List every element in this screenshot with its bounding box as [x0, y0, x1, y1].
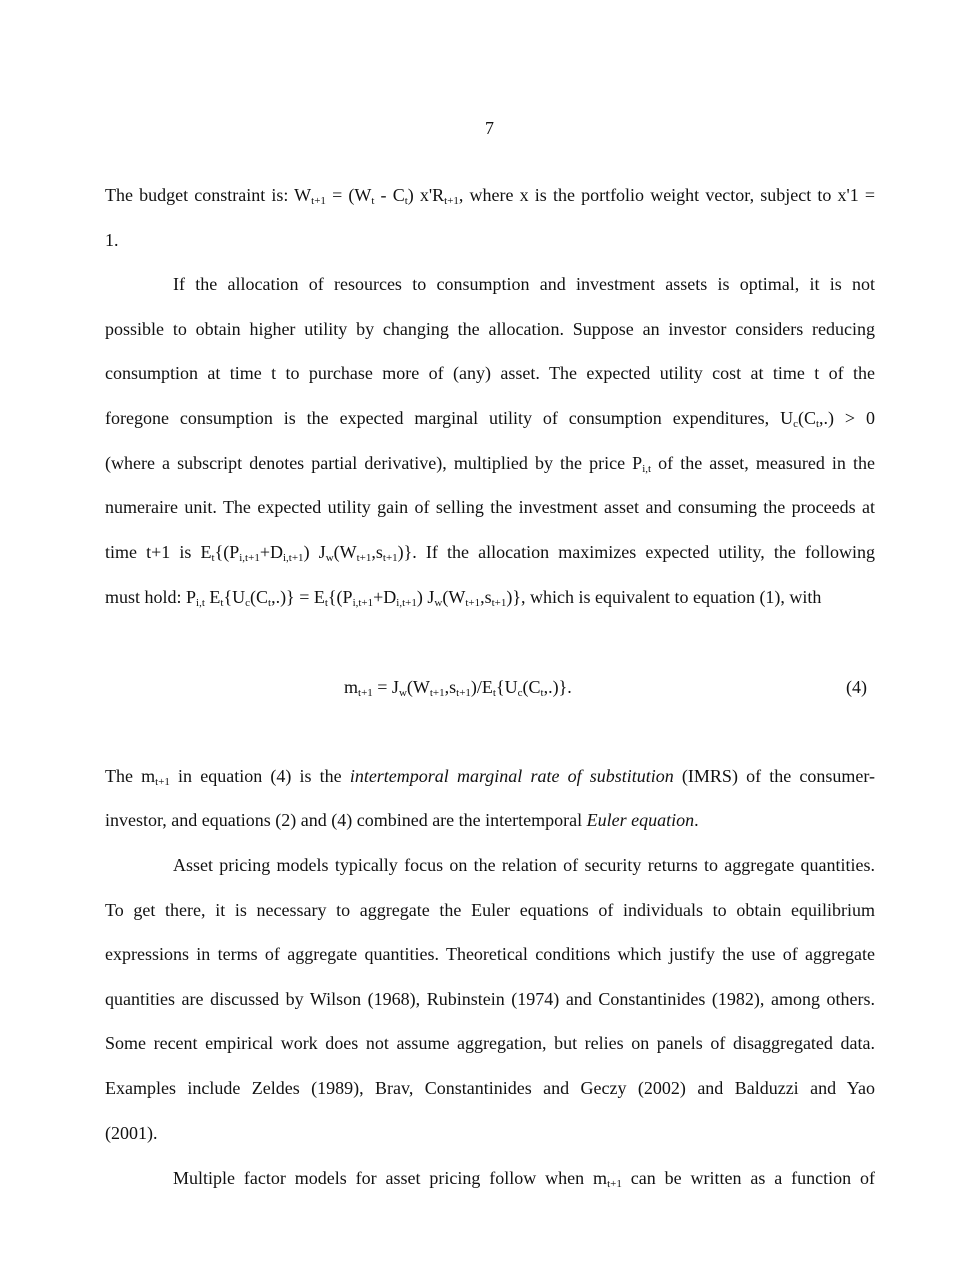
para4-line-4: quantities are discussed by Wilson (1968), Rubinstein (1974) and Constantinides (1982), among others.	[105, 989, 875, 1009]
equation-4: $m_{t+1} = J_w(W_{t+1},s_{t+1})/E_t\{U_c(C_t,.)\}$.	[344, 677, 572, 699]
euler-term: Euler equation	[586, 810, 695, 830]
para4-line-6: Examples include Zeldes (1989), Brav, Constantinides and Geczy (2002) and Balduzzi and Yao	[105, 1078, 875, 1098]
para4-line-2: To get there, it is necessary to aggregate the Euler equations of individuals to obtain equilibrium	[105, 900, 875, 920]
para2-line-2: possible to obtain higher utility by changing the allocation. Suppose an investor considers reducing	[105, 319, 875, 339]
budget-constraint-line-2: 1.	[105, 230, 119, 250]
para2-line-6: numeraire unit. The expected utility gain of selling the investment asset and consuming the proceeds at	[105, 497, 875, 517]
para2-line-4: foregone consumption is the expected marginal utility of consumption expenditures, $U_c(C_t,.) > 0$	[105, 408, 875, 430]
para5-line-1: Multiple factor models for asset pricing follow when $m_{t+1}$ can be written as a function of	[173, 1168, 875, 1190]
equation-number: (4)	[846, 677, 867, 697]
para2-line-7: time t+1 is $E_t\{(P_{i,t+1}+D_{i,t+1})$ $J_w(W_{t+1},s_{t+1})$}. If the allocation maximizes expected utility, the following	[105, 542, 876, 564]
budget-constraint-line-1: The budget constraint is: $W_{t+1} = (W_t - C_t)$ $x'R_{t+1}$, where x is the portfolio weight vector, subject to x'1 =	[105, 185, 876, 207]
para4-line-7: (2001).	[105, 1123, 158, 1143]
para3-line-1: The $m_{t+1}$ in equation (4) is the intertemporal marginal rate of substitution (IMRS) of the consumer-	[105, 766, 875, 788]
para2-line-5: (where a subscript denotes partial derivative), multiplied by the price $P_{i,t}$ of the asset, measured in the	[105, 453, 875, 475]
para2-line-3: consumption at time t to purchase more of (any) asset. The expected utility cost at time t of the	[105, 363, 875, 383]
para4-line-1: Asset pricing models typically focus on the relation of security returns to aggregate quantities.	[173, 855, 875, 875]
imrs-term: intertemporal marginal rate of substitution	[349, 766, 674, 786]
para3-line-2: investor, and equations (2) and (4) combined are the intertemporal Euler equation.	[105, 810, 699, 830]
para2-line-8: must hold: $P_{i,t}$ $E_t\{U_c(C_t,.)\} = E_t\{(P_{i,t+1}+D_{i,t+1})$ $J_w(W_{t+1},s_{t+1})$}, which is equivalent to equation (1), with	[105, 587, 822, 609]
para4-line-5: Some recent empirical work does not assume aggregation, but relies on panels of disaggregated data.	[105, 1033, 875, 1053]
para2-line-1: If the allocation of resources to consumption and investment assets is optimal, it is not	[173, 274, 875, 294]
page-number: 7	[485, 118, 494, 138]
para4-line-3: expressions in terms of aggregate quantities. Theoretical conditions which justify the use of aggregate	[105, 944, 875, 964]
